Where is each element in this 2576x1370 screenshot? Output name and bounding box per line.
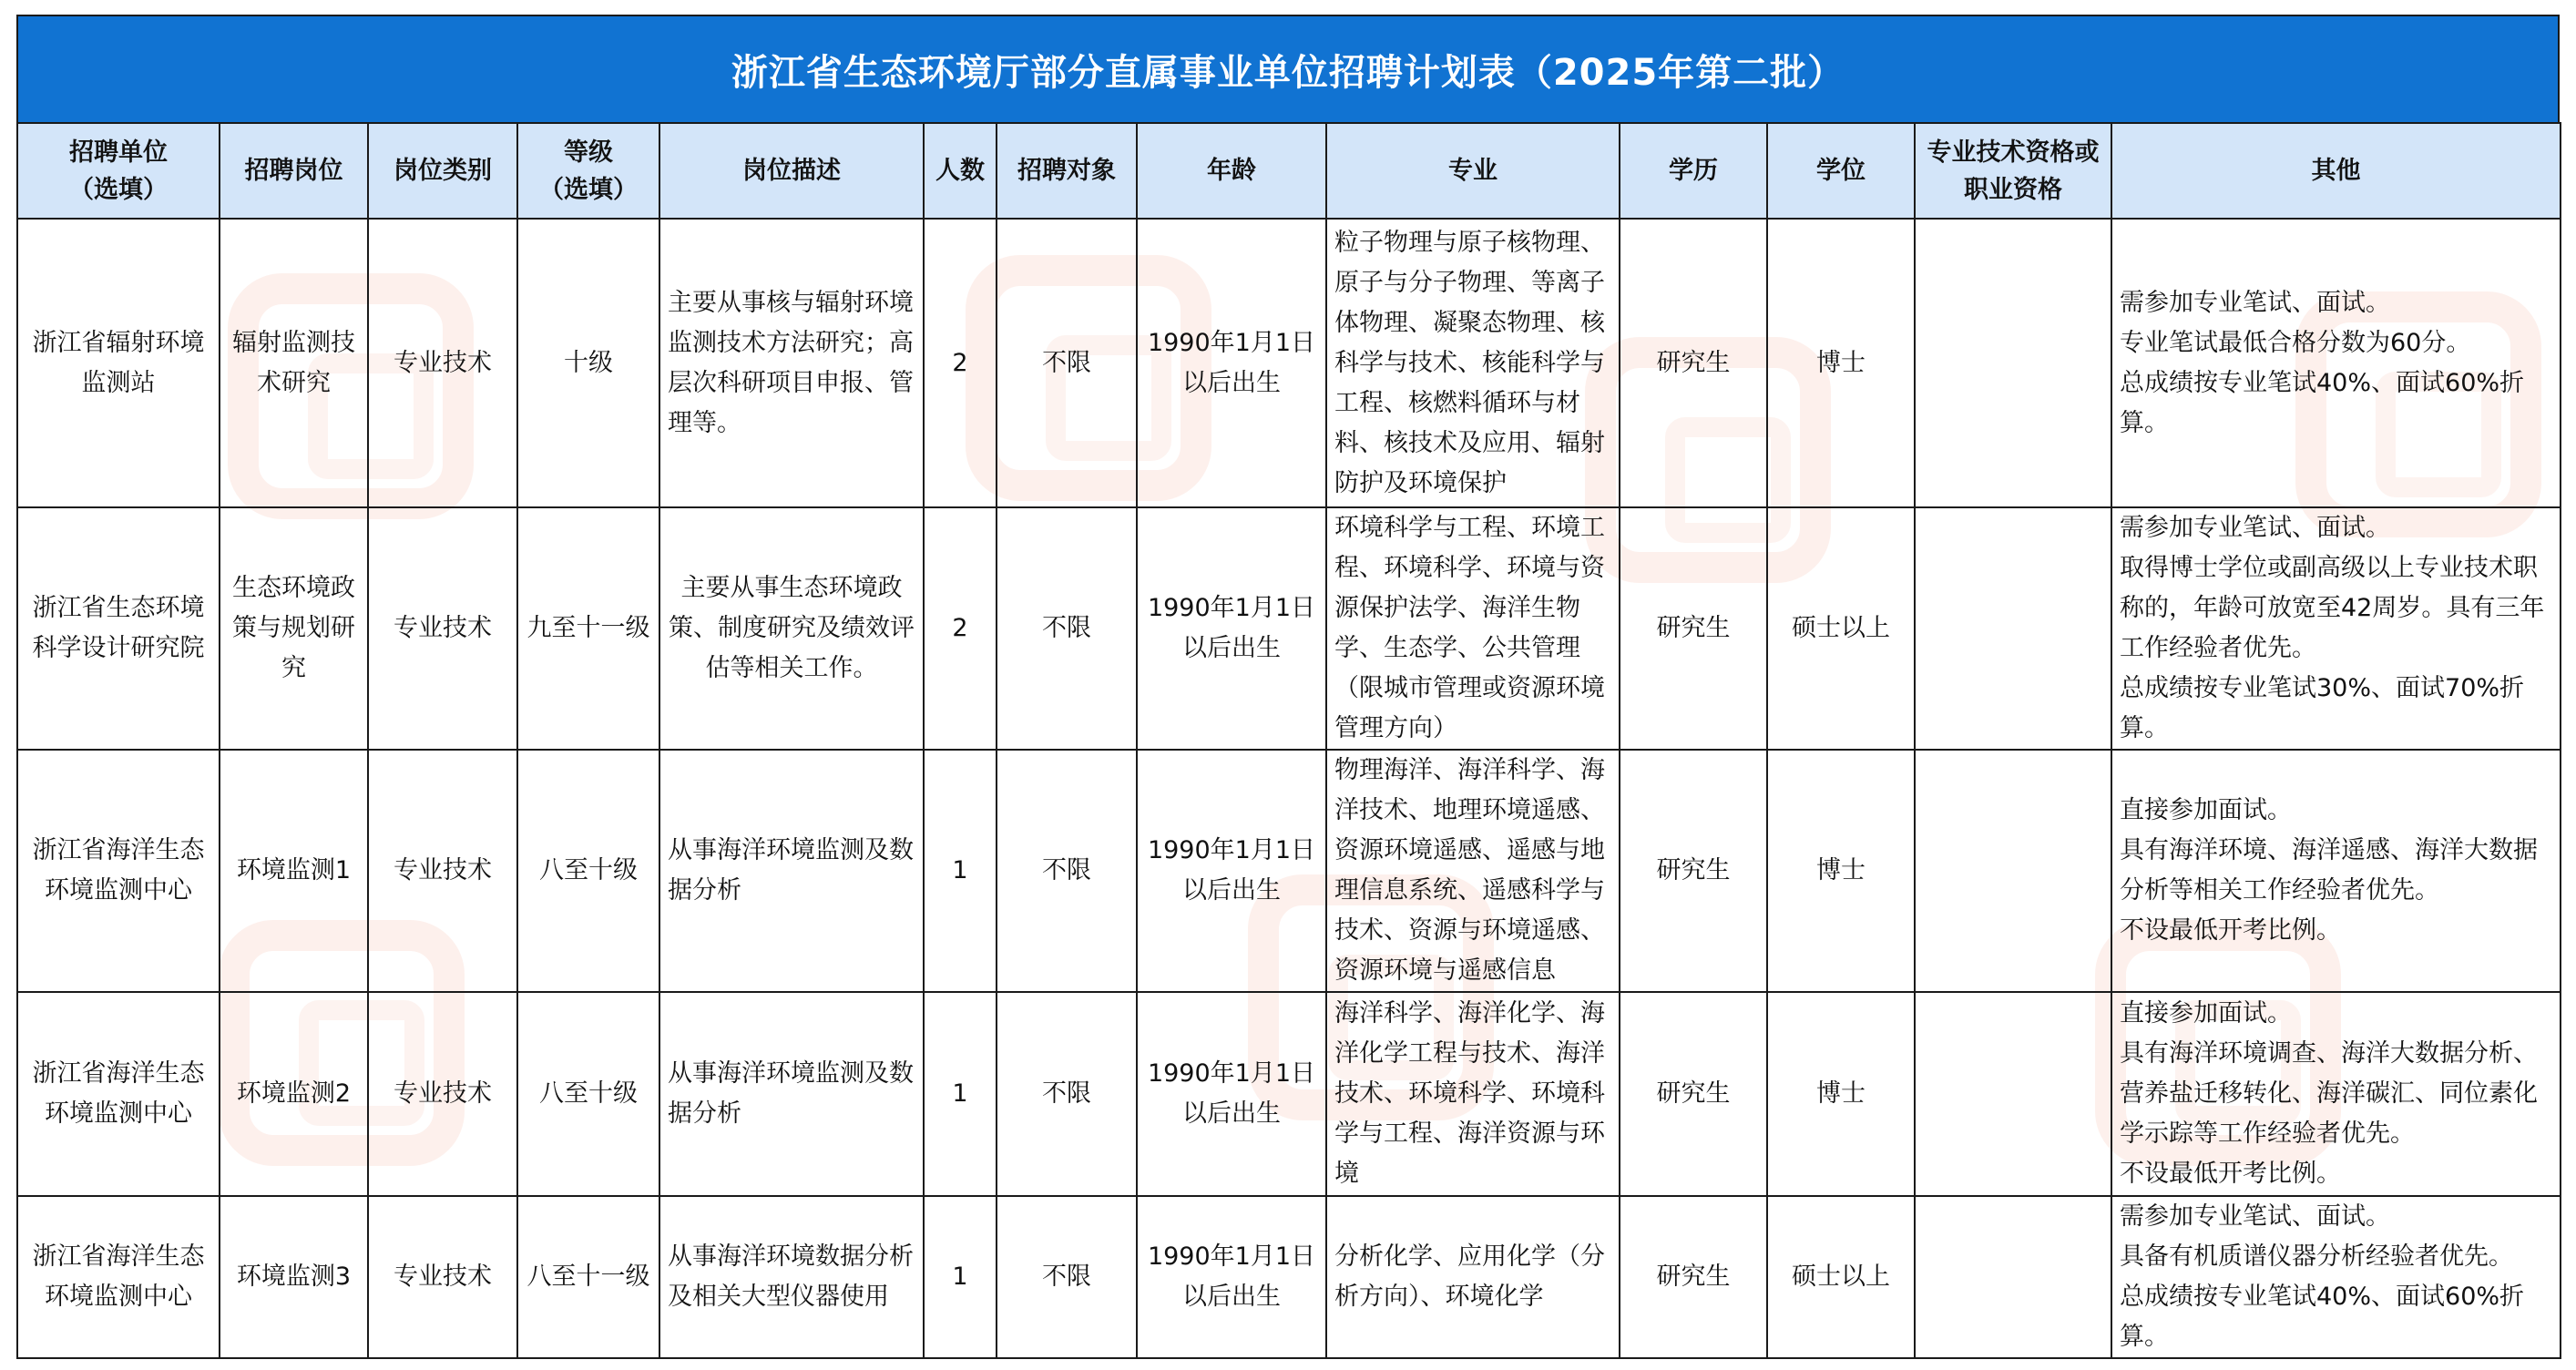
- cell-age: 1990年1月1日以后出生: [1137, 219, 1326, 507]
- cell-description: 从事海洋环境监测及数据分析: [659, 992, 924, 1196]
- cell-target: 不限: [997, 750, 1137, 992]
- header-description: 岗位描述: [659, 123, 924, 219]
- cell-target: 不限: [997, 1196, 1137, 1358]
- cell-major: 物理海洋、海洋科学、海洋技术、地理环境遥感、资源环境遥感、遥感与地理信息系统、遥感科学与技术、资源与环境遥感、资源环境与遥感信息: [1326, 750, 1620, 992]
- cell-target: 不限: [997, 507, 1137, 750]
- cell-description: 从事海洋环境数据分析及相关大型仪器使用: [659, 1196, 924, 1358]
- table-row: [17, 750, 2561, 992]
- header-level: 等级 （选填）: [517, 123, 659, 219]
- cell-other: 直接参加面试。 具有海洋环境、海洋遥感、海洋大数据分析等相关工作经验者优先。 不设最低开考比例。: [2111, 750, 2561, 992]
- cell-degree: 博士: [1767, 750, 1915, 992]
- cell-level: 九至十一级: [517, 507, 659, 750]
- cell-post: 环境监测2: [220, 992, 368, 1196]
- cell-degree: 硕士以上: [1767, 507, 1915, 750]
- header-row: [17, 123, 2561, 219]
- cell-major: 环境科学与工程、环境工程、环境科学、环境与资源保护法学、海洋生物学、生态学、公共管理（限城市管理或资源环境管理方向）: [1326, 507, 1620, 750]
- header-target: 招聘对象: [997, 123, 1137, 219]
- header-unit: 招聘单位 （选填）: [17, 123, 220, 219]
- cell-unit: 浙江省海洋生态环境监测中心: [17, 992, 220, 1196]
- cell-major: 粒子物理与原子核物理、原子与分子物理、等离子体物理、凝聚态物理、核科学与技术、核能科学与工程、核燃料循环与材料、核技术及应用、辐射防护及环境保护: [1326, 219, 1620, 507]
- cell-qualification: [1915, 750, 2111, 992]
- cell-unit: 浙江省生态环境科学设计研究院: [17, 507, 220, 750]
- cell-qualification: [1915, 219, 2111, 507]
- header-qualification: 专业技术资格或 职业资格: [1915, 123, 2111, 219]
- cell-major: 分析化学、应用化学（分析方向）、环境化学: [1326, 1196, 1620, 1358]
- cell-degree: 博士: [1767, 219, 1915, 507]
- cell-unit: 浙江省海洋生态环境监测中心: [17, 750, 220, 992]
- cell-other: 需参加专业笔试、面试。 取得博士学位或副高级以上专业技术职称的，年龄可放宽至42周岁。具有三年工作经验者优先。 总成绩按专业笔试30%、面试70%折算。: [2111, 507, 2561, 750]
- table-title: 浙江省生态环境厅部分直属事业单位招聘计划表（2025年第二批）: [16, 15, 2560, 122]
- cell-age: 1990年1月1日以后出生: [1137, 750, 1326, 992]
- cell-education: 研究生: [1620, 992, 1767, 1196]
- table-row: [17, 219, 2561, 507]
- recruitment-table: [16, 122, 2561, 1359]
- cell-qualification: [1915, 507, 2111, 750]
- cell-level: 十级: [517, 219, 659, 507]
- cell-age: 1990年1月1日以后出生: [1137, 507, 1326, 750]
- header-count: 人数: [924, 123, 997, 219]
- cell-count: 2: [924, 507, 997, 750]
- header-degree: 学位: [1767, 123, 1915, 219]
- cell-age: 1990年1月1日以后出生: [1137, 992, 1326, 1196]
- cell-count: 1: [924, 992, 997, 1196]
- cell-other: 需参加专业笔试、面试。 具备有机质谱仪器分析经验者优先。 总成绩按专业笔试40%、面试60%折算。: [2111, 1196, 2561, 1358]
- cell-unit: 浙江省辐射环境监测站: [17, 219, 220, 507]
- cell-education: 研究生: [1620, 507, 1767, 750]
- cell-major: 海洋科学、海洋化学、海洋化学工程与技术、海洋技术、环境科学、环境科学与工程、海洋资源与环境: [1326, 992, 1620, 1196]
- cell-other: 需参加专业笔试、面试。 专业笔试最低合格分数为60分。 总成绩按专业笔试40%、面试60%折算。: [2111, 219, 2561, 507]
- cell-unit: 浙江省海洋生态环境监测中心: [17, 1196, 220, 1358]
- cell-description: 主要从事核与辐射环境监测技术方法研究；高层次科研项目申报、管理等。: [659, 219, 924, 507]
- cell-post: 环境监测3: [220, 1196, 368, 1358]
- cell-description: 主要从事生态环境政策、制度研究及绩效评估等相关工作。: [659, 507, 924, 750]
- cell-level: 八至十一级: [517, 1196, 659, 1358]
- cell-count: 1: [924, 1196, 997, 1358]
- cell-post: 生态环境政策与规划研究: [220, 507, 368, 750]
- cell-level: 八至十级: [517, 750, 659, 992]
- header-post: 招聘岗位: [220, 123, 368, 219]
- table-row: [17, 1196, 2561, 1358]
- cell-level: 八至十级: [517, 992, 659, 1196]
- cell-qualification: [1915, 1196, 2111, 1358]
- cell-education: 研究生: [1620, 219, 1767, 507]
- cell-age: 1990年1月1日以后出生: [1137, 1196, 1326, 1358]
- cell-category: 专业技术: [368, 750, 517, 992]
- cell-post: 环境监测1: [220, 750, 368, 992]
- recruitment-plan-sheet: [16, 15, 2560, 1359]
- cell-degree: 硕士以上: [1767, 1196, 1915, 1358]
- header-age: 年龄: [1137, 123, 1326, 219]
- cell-category: 专业技术: [368, 219, 517, 507]
- header-major: 专业: [1326, 123, 1620, 219]
- cell-degree: 博士: [1767, 992, 1915, 1196]
- cell-other: 直接参加面试。 具有海洋环境调查、海洋大数据分析、营养盐迁移转化、海洋碳汇、同位素化学示踪等工作经验者优先。 不设最低开考比例。: [2111, 992, 2561, 1196]
- cell-description: 从事海洋环境监测及数据分析: [659, 750, 924, 992]
- cell-category: 专业技术: [368, 1196, 517, 1358]
- cell-qualification: [1915, 992, 2111, 1196]
- cell-count: 1: [924, 750, 997, 992]
- cell-count: 2: [924, 219, 997, 507]
- header-education: 学历: [1620, 123, 1767, 219]
- table-row: [17, 992, 2561, 1196]
- cell-target: 不限: [997, 219, 1137, 507]
- cell-education: 研究生: [1620, 750, 1767, 992]
- cell-post: 辐射监测技术研究: [220, 219, 368, 507]
- cell-target: 不限: [997, 992, 1137, 1196]
- cell-category: 专业技术: [368, 992, 517, 1196]
- cell-category: 专业技术: [368, 507, 517, 750]
- header-category: 岗位类别: [368, 123, 517, 219]
- cell-education: 研究生: [1620, 1196, 1767, 1358]
- header-other: 其他: [2111, 123, 2561, 219]
- table-row: [17, 507, 2561, 750]
